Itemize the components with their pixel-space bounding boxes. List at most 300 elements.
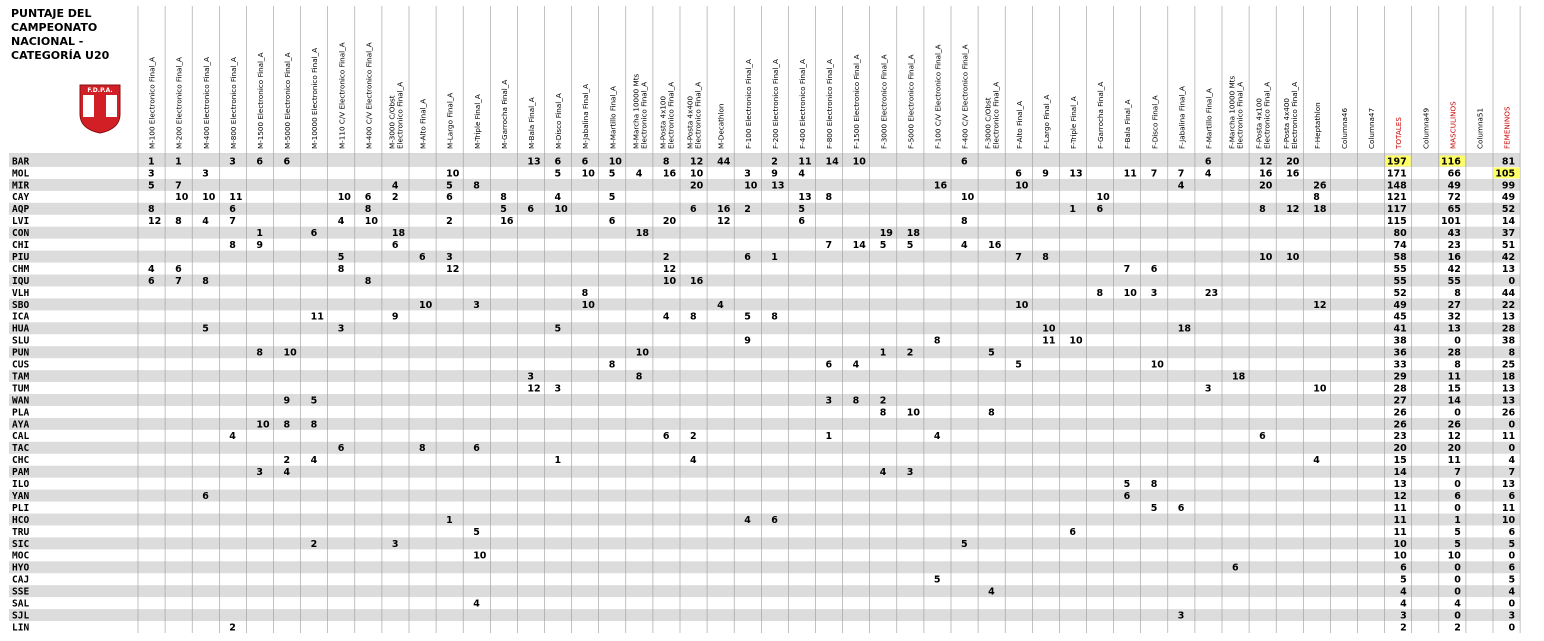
fem-cell: 3 bbox=[1508, 610, 1516, 622]
total-cell: 23 bbox=[1393, 431, 1407, 443]
team-code: TRU bbox=[12, 526, 30, 538]
total-cell: 52 bbox=[1393, 287, 1407, 299]
score-cell: 2 bbox=[906, 347, 914, 359]
page-title: PUNTAJE DEL CAMPEONATO NACIONAL - CATEGORÍA U20 bbox=[11, 7, 110, 62]
score-cell: 6 bbox=[527, 204, 535, 216]
team-code: VLH bbox=[12, 287, 30, 299]
total-cell: 33 bbox=[1393, 359, 1407, 371]
masc-cell: 11 bbox=[1447, 371, 1461, 383]
column-header: F-Martillo Final_A bbox=[1204, 88, 1214, 149]
score-cell: 1 bbox=[256, 228, 264, 240]
total-cell: 45 bbox=[1393, 311, 1407, 323]
total-cell: 11 bbox=[1393, 502, 1407, 514]
score-cell: 6 bbox=[202, 490, 209, 502]
score-cell: 6 bbox=[798, 216, 806, 228]
total-cell: 148 bbox=[1386, 180, 1407, 192]
score-cell: 8 bbox=[500, 192, 507, 204]
column-header: M-Martillo Final_A bbox=[608, 86, 618, 149]
score-cell: 9 bbox=[771, 168, 778, 180]
team-code: ILO bbox=[12, 479, 30, 490]
masc-cell: 65 bbox=[1447, 204, 1461, 216]
score-cell: 13 bbox=[1069, 168, 1083, 180]
fem-cell: 38 bbox=[1501, 335, 1516, 347]
score-cell: 5 bbox=[202, 323, 209, 335]
column-header: M-Largo Final_A bbox=[445, 92, 455, 149]
score-cell: 8 bbox=[662, 156, 670, 168]
row-stripe bbox=[9, 561, 1520, 573]
fem-cell: 18 bbox=[1501, 371, 1516, 383]
masc-cell: 55 bbox=[1447, 275, 1461, 287]
masc-cell: 0 bbox=[1454, 502, 1461, 514]
score-cell: 3 bbox=[473, 299, 480, 311]
score-cell: 10 bbox=[419, 299, 433, 311]
total-cell: 55 bbox=[1393, 275, 1407, 287]
column-header: Electronico Final_A bbox=[693, 81, 703, 149]
masc-cell: 0 bbox=[1454, 335, 1461, 347]
score-cell: 10 bbox=[1015, 299, 1029, 311]
score-cell: 3 bbox=[229, 156, 236, 168]
score-cell: 2 bbox=[229, 622, 236, 634]
score-cell: 8 bbox=[635, 371, 643, 383]
score-cell: 8 bbox=[608, 359, 616, 371]
score-cell: 3 bbox=[1150, 287, 1158, 299]
team-code: WAN bbox=[12, 395, 30, 407]
score-cell: 8 bbox=[771, 311, 778, 323]
score-cell: 4 bbox=[310, 455, 318, 467]
score-cell: 16 bbox=[1286, 168, 1300, 180]
score-cell: 12 bbox=[1286, 204, 1300, 216]
score-cell: 6 bbox=[662, 431, 670, 443]
score-cell: 4 bbox=[988, 586, 995, 598]
column-header: M-Triple Final_A bbox=[472, 94, 482, 149]
score-cell: 12 bbox=[446, 263, 460, 275]
score-cell: 1 bbox=[825, 431, 833, 443]
column-header: F-Disco Final_A bbox=[1150, 95, 1160, 149]
score-cell: 5 bbox=[1015, 359, 1022, 371]
total-cell: 11 bbox=[1393, 526, 1407, 538]
masc-cell: 8 bbox=[1454, 287, 1461, 299]
column-header: M-Jabalina Final_A bbox=[581, 84, 591, 149]
fem-cell: 6 bbox=[1508, 490, 1516, 502]
score-cell: 8 bbox=[933, 335, 941, 347]
column-header: F-Largo Final_A bbox=[1041, 94, 1051, 149]
team-code: SAL bbox=[12, 598, 30, 610]
total-cell: 10 bbox=[1393, 550, 1407, 562]
score-cell: 4 bbox=[1204, 168, 1212, 180]
score-cell: 12 bbox=[1313, 299, 1327, 311]
column-header: Columna51 bbox=[1475, 107, 1485, 149]
score-cell: 10 bbox=[364, 216, 379, 228]
column-header: FEMENINOS bbox=[1502, 106, 1512, 149]
masc-cell: 72 bbox=[1447, 192, 1461, 204]
fem-cell: 13 bbox=[1501, 311, 1516, 323]
fem-cell: 13 bbox=[1501, 395, 1516, 407]
column-header: M-Decathlon bbox=[716, 103, 726, 149]
team-code: CHC bbox=[12, 455, 30, 467]
score-cell: 1 bbox=[148, 156, 155, 168]
column-header: Electronico Final_A bbox=[395, 81, 405, 149]
score-cell: 7 bbox=[175, 180, 182, 192]
column-header: F-Garrocha Final_A bbox=[1096, 81, 1106, 149]
fem-cell: 8 bbox=[1508, 347, 1516, 359]
masc-cell: 12 bbox=[1447, 431, 1461, 443]
total-cell: 10 bbox=[1393, 538, 1407, 550]
column-header: F-100 Electronico Final_A bbox=[743, 59, 753, 149]
score-cell: 5 bbox=[1150, 502, 1158, 514]
score-cell: 20 bbox=[662, 216, 677, 228]
score-cell: 2 bbox=[391, 192, 399, 204]
masc-cell: 0 bbox=[1454, 586, 1461, 598]
score-cell: 12 bbox=[527, 383, 541, 395]
masc-cell: 20 bbox=[1447, 443, 1461, 455]
total-cell: 121 bbox=[1386, 192, 1407, 204]
row-stripe bbox=[9, 346, 1520, 358]
score-cell: 12 bbox=[1259, 156, 1273, 168]
column-header: F-1500 Electronico Final_A bbox=[852, 54, 862, 149]
row-stripe bbox=[9, 179, 1520, 191]
column-header: M-3000 C/Obst bbox=[387, 95, 397, 149]
score-cell: 4 bbox=[717, 299, 724, 311]
fem-cell: 0 bbox=[1508, 275, 1516, 287]
row-stripe bbox=[9, 370, 1520, 382]
fem-cell: 13 bbox=[1501, 479, 1516, 490]
team-code: PIU bbox=[12, 251, 30, 263]
masc-cell: 43 bbox=[1447, 228, 1461, 240]
score-cell: 5 bbox=[988, 347, 995, 359]
score-cell: 2 bbox=[283, 455, 291, 467]
score-cell: 8 bbox=[148, 204, 155, 216]
column-header: M-800 Electronico Final_A bbox=[228, 57, 238, 149]
score-cell: 10 bbox=[1069, 335, 1083, 347]
total-cell: 20 bbox=[1393, 443, 1407, 455]
score-cell: 7 bbox=[825, 240, 833, 251]
score-cell: 8 bbox=[1313, 192, 1320, 204]
score-cell: 8 bbox=[581, 287, 589, 299]
score-cell: 13 bbox=[798, 192, 812, 204]
score-cell: 14 bbox=[825, 156, 839, 168]
team-code: TUM bbox=[12, 383, 30, 395]
score-cell: 10 bbox=[1123, 287, 1137, 299]
score-cell: 10 bbox=[1313, 383, 1327, 395]
score-cell: 3 bbox=[391, 538, 399, 550]
total-cell: 55 bbox=[1393, 263, 1407, 275]
total-cell: 28 bbox=[1393, 383, 1407, 395]
score-cell: 16 bbox=[690, 275, 704, 287]
score-cell: 16 bbox=[717, 204, 731, 216]
score-cell: 10 bbox=[690, 168, 704, 180]
score-cell: 4 bbox=[148, 263, 155, 275]
row-stripe bbox=[9, 227, 1520, 239]
score-cell: 8 bbox=[229, 240, 236, 251]
masc-cell: 5 bbox=[1454, 538, 1461, 550]
total-cell: 11 bbox=[1393, 514, 1407, 526]
column-header: M-Marcha 10000 Mts bbox=[631, 73, 641, 149]
column-header: M-Disco Final_A bbox=[554, 93, 564, 149]
score-cell: 6 bbox=[419, 251, 426, 263]
score-cell: 5 bbox=[798, 204, 806, 216]
column-header: F-400 C/V Electronico Final_A bbox=[960, 44, 970, 149]
column-header: F-400 Electronico Final_A bbox=[797, 59, 807, 149]
score-cell: 2 bbox=[744, 204, 751, 216]
column-header: F-Jabalina Final_A bbox=[1177, 86, 1187, 149]
team-code: PAM bbox=[12, 467, 30, 479]
score-cell: 16 bbox=[988, 240, 1002, 251]
masc-cell: 0 bbox=[1454, 479, 1461, 490]
score-cell: 8 bbox=[337, 263, 345, 275]
score-cell: 6 bbox=[310, 228, 318, 240]
total-cell: 12 bbox=[1393, 490, 1407, 502]
score-cell: 8 bbox=[1042, 251, 1049, 263]
column-header: M-200 Electronico Final_A bbox=[174, 57, 184, 149]
team-code: HCO bbox=[12, 514, 30, 526]
total-cell: 197 bbox=[1386, 156, 1407, 168]
score-cell: 9 bbox=[256, 240, 264, 251]
column-header: Electronico Final_A bbox=[1235, 81, 1245, 149]
score-cell: 9 bbox=[391, 311, 399, 323]
score-cell: 10 bbox=[961, 192, 975, 204]
team-code: PLI bbox=[12, 502, 30, 514]
score-cell: 5 bbox=[1123, 479, 1131, 490]
total-cell: 14 bbox=[1393, 467, 1407, 479]
row-stripe bbox=[9, 298, 1520, 310]
total-cell: 4 bbox=[1400, 586, 1407, 598]
score-cell: 6 bbox=[391, 240, 399, 251]
score-cell: 16 bbox=[933, 180, 948, 192]
score-cell: 8 bbox=[364, 275, 372, 287]
score-cell: 6 bbox=[1096, 204, 1104, 216]
score-cell: 4 bbox=[337, 216, 345, 228]
score-cell: 3 bbox=[825, 395, 833, 407]
score-cell: 12 bbox=[662, 263, 677, 275]
column-header: F-3000 Electronico Final_A bbox=[879, 54, 889, 149]
score-cell: 10 bbox=[852, 156, 866, 168]
score-cell: 10 bbox=[175, 192, 189, 204]
score-cell: 16 bbox=[662, 168, 677, 180]
column-header: M-Bala Final_A bbox=[526, 97, 536, 149]
score-cell: 4 bbox=[635, 168, 643, 180]
masc-cell: 10 bbox=[1447, 550, 1461, 562]
team-code: PLA bbox=[12, 407, 30, 419]
column-header: F-Posta 4x100 bbox=[1254, 98, 1264, 149]
fem-cell: 25 bbox=[1501, 359, 1516, 371]
score-cell: 10 bbox=[1096, 192, 1110, 204]
score-cell: 3 bbox=[256, 467, 264, 479]
score-cell: 6 bbox=[608, 216, 616, 228]
score-cell: 10 bbox=[608, 156, 622, 168]
column-header: F-Bala Final_A bbox=[1123, 99, 1133, 149]
score-cell: 18 bbox=[1232, 371, 1246, 383]
column-header: M-Garrocha Final_A bbox=[499, 79, 509, 149]
fem-cell: 105 bbox=[1495, 168, 1516, 180]
score-cell: 1 bbox=[446, 514, 453, 526]
column-header: F-Posta 4x400 bbox=[1281, 98, 1291, 149]
team-code: MOL bbox=[12, 168, 30, 180]
score-cell: 6 bbox=[1123, 490, 1131, 502]
score-cell: 4 bbox=[1177, 180, 1185, 192]
score-cell: 8 bbox=[202, 275, 209, 287]
score-cell: 8 bbox=[961, 216, 968, 228]
score-cell: 12 bbox=[690, 156, 704, 168]
row-stripe bbox=[9, 466, 1520, 478]
score-cell: 6 bbox=[175, 263, 182, 275]
score-cell: 6 bbox=[364, 192, 372, 204]
score-cell: 8 bbox=[825, 192, 833, 204]
score-cell: 4 bbox=[744, 514, 751, 526]
score-cell: 4 bbox=[690, 455, 697, 467]
score-cell: 5 bbox=[148, 180, 155, 192]
score-cell: 4 bbox=[202, 216, 209, 228]
score-cell: 26 bbox=[1313, 180, 1327, 192]
score-cell: 5 bbox=[310, 395, 318, 407]
score-cell: 7 bbox=[1123, 263, 1131, 275]
fem-cell: 28 bbox=[1501, 323, 1516, 335]
masc-cell: 7 bbox=[1454, 467, 1461, 479]
score-cell: 5 bbox=[933, 574, 941, 586]
score-cell: 20 bbox=[690, 180, 704, 192]
score-cell: 11 bbox=[798, 156, 812, 168]
score-cell: 4 bbox=[852, 359, 860, 371]
masc-cell: 16 bbox=[1447, 251, 1461, 263]
team-code: CAY bbox=[12, 192, 30, 204]
row-stripe bbox=[9, 537, 1520, 549]
score-cell: 14 bbox=[852, 240, 866, 251]
masc-cell: 1 bbox=[1454, 514, 1461, 526]
score-cell: 3 bbox=[337, 323, 345, 335]
score-cell: 2 bbox=[690, 431, 697, 443]
score-cell: 11 bbox=[229, 192, 243, 204]
score-cell: 4 bbox=[283, 467, 291, 479]
score-cell: 8 bbox=[1259, 204, 1266, 216]
fem-cell: 37 bbox=[1501, 228, 1516, 240]
score-cell: 5 bbox=[554, 168, 562, 180]
masc-cell: 11 bbox=[1447, 455, 1461, 467]
fem-cell: 42 bbox=[1501, 251, 1516, 263]
fem-cell: 5 bbox=[1508, 538, 1516, 550]
total-cell: 171 bbox=[1386, 168, 1407, 180]
score-cell: 8 bbox=[310, 419, 318, 431]
fem-cell: 6 bbox=[1508, 562, 1516, 574]
score-cell: 2 bbox=[879, 395, 887, 407]
column-header: Columna47 bbox=[1367, 107, 1377, 149]
total-cell: 5 bbox=[1400, 574, 1407, 586]
score-cell: 4 bbox=[229, 431, 236, 443]
score-cell: 8 bbox=[852, 395, 860, 407]
fem-cell: 0 bbox=[1508, 550, 1516, 562]
score-cell: 5 bbox=[473, 526, 480, 538]
score-cell: 5 bbox=[608, 192, 616, 204]
score-cell: 10 bbox=[1150, 359, 1164, 371]
score-cell: 10 bbox=[283, 347, 297, 359]
score-cell: 10 bbox=[1042, 323, 1056, 335]
score-cell: 4 bbox=[473, 598, 480, 610]
score-cell: 10 bbox=[446, 168, 460, 180]
total-cell: 13 bbox=[1393, 479, 1407, 490]
masc-cell: 4 bbox=[1454, 598, 1461, 610]
score-cell: 6 bbox=[283, 156, 291, 168]
total-cell: 29 bbox=[1393, 371, 1407, 383]
score-cell: 10 bbox=[202, 192, 216, 204]
column-header: M-Posta 4x400 bbox=[685, 95, 695, 149]
score-cell: 8 bbox=[1096, 287, 1104, 299]
score-cell: 6 bbox=[961, 156, 968, 168]
score-cell: 2 bbox=[662, 251, 670, 263]
score-cell: 1 bbox=[879, 347, 887, 359]
score-cell: 6 bbox=[256, 156, 264, 168]
fem-cell: 44 bbox=[1501, 287, 1516, 299]
score-cell: 6 bbox=[1015, 168, 1022, 180]
column-header: M-Alto Final_A bbox=[418, 98, 428, 149]
masc-cell: 0 bbox=[1454, 574, 1461, 586]
fem-cell: 51 bbox=[1501, 240, 1516, 251]
score-cell: 6 bbox=[337, 443, 345, 455]
fem-cell: 10 bbox=[1501, 514, 1516, 526]
score-cell: 10 bbox=[256, 419, 270, 431]
row-stripe bbox=[9, 585, 1520, 597]
score-cell: 10 bbox=[337, 192, 351, 204]
score-cell: 9 bbox=[744, 335, 751, 347]
score-cell: 6 bbox=[744, 251, 751, 263]
column-header: F-Alto Final_A bbox=[1014, 100, 1024, 149]
score-cell: 12 bbox=[717, 216, 731, 228]
fem-cell: 49 bbox=[1501, 192, 1516, 204]
row-stripe bbox=[9, 275, 1520, 287]
fem-cell: 11 bbox=[1501, 502, 1516, 514]
masc-cell: 66 bbox=[1447, 168, 1461, 180]
fem-cell: 11 bbox=[1501, 431, 1516, 443]
score-cell: 4 bbox=[961, 240, 968, 251]
column-header: F-Marcha 10000 Mts bbox=[1227, 75, 1237, 149]
row-stripe bbox=[9, 490, 1520, 502]
score-cell: 16 bbox=[1259, 168, 1273, 180]
total-cell: 15 bbox=[1393, 455, 1407, 467]
masc-cell: 2 bbox=[1454, 622, 1461, 634]
fem-cell: 4 bbox=[1508, 586, 1516, 598]
column-header: F-3000 C/Obst bbox=[983, 97, 993, 149]
score-cell: 6 bbox=[825, 359, 833, 371]
team-code: CHI bbox=[12, 240, 30, 251]
team-code: CON bbox=[12, 228, 30, 240]
score-cell: 18 bbox=[391, 228, 406, 240]
score-cell: 1 bbox=[554, 455, 562, 467]
score-cell: 13 bbox=[771, 180, 785, 192]
score-cell: 2 bbox=[446, 216, 453, 228]
score-cell: 8 bbox=[364, 204, 372, 216]
total-cell: 26 bbox=[1393, 419, 1407, 431]
score-cell: 3 bbox=[446, 251, 453, 263]
total-cell: 36 bbox=[1393, 347, 1407, 359]
score-cell: 6 bbox=[148, 275, 155, 287]
row-stripe bbox=[9, 514, 1520, 526]
masc-cell: 6 bbox=[1454, 490, 1461, 502]
score-cell: 3 bbox=[202, 168, 209, 180]
fem-cell: 99 bbox=[1501, 180, 1516, 192]
score-cell: 3 bbox=[554, 383, 562, 395]
logo-text: F.D.P.A. bbox=[87, 87, 113, 94]
total-cell: 2 bbox=[1400, 622, 1407, 634]
column-header: M-400 Electronico Final_A bbox=[201, 57, 211, 149]
score-cell: 5 bbox=[337, 251, 345, 263]
score-cell: 5 bbox=[879, 240, 887, 251]
score-cell: 3 bbox=[148, 168, 155, 180]
score-cell: 3 bbox=[1204, 383, 1212, 395]
column-header: M-100 Electronico Final_A bbox=[147, 57, 157, 149]
score-cell: 11 bbox=[1123, 168, 1137, 180]
score-cell: 13 bbox=[527, 156, 541, 168]
score-cell: 4 bbox=[933, 431, 941, 443]
masc-cell: 15 bbox=[1447, 383, 1461, 395]
team-code: SSE bbox=[12, 586, 30, 598]
column-header: TOTALES bbox=[1394, 117, 1404, 149]
